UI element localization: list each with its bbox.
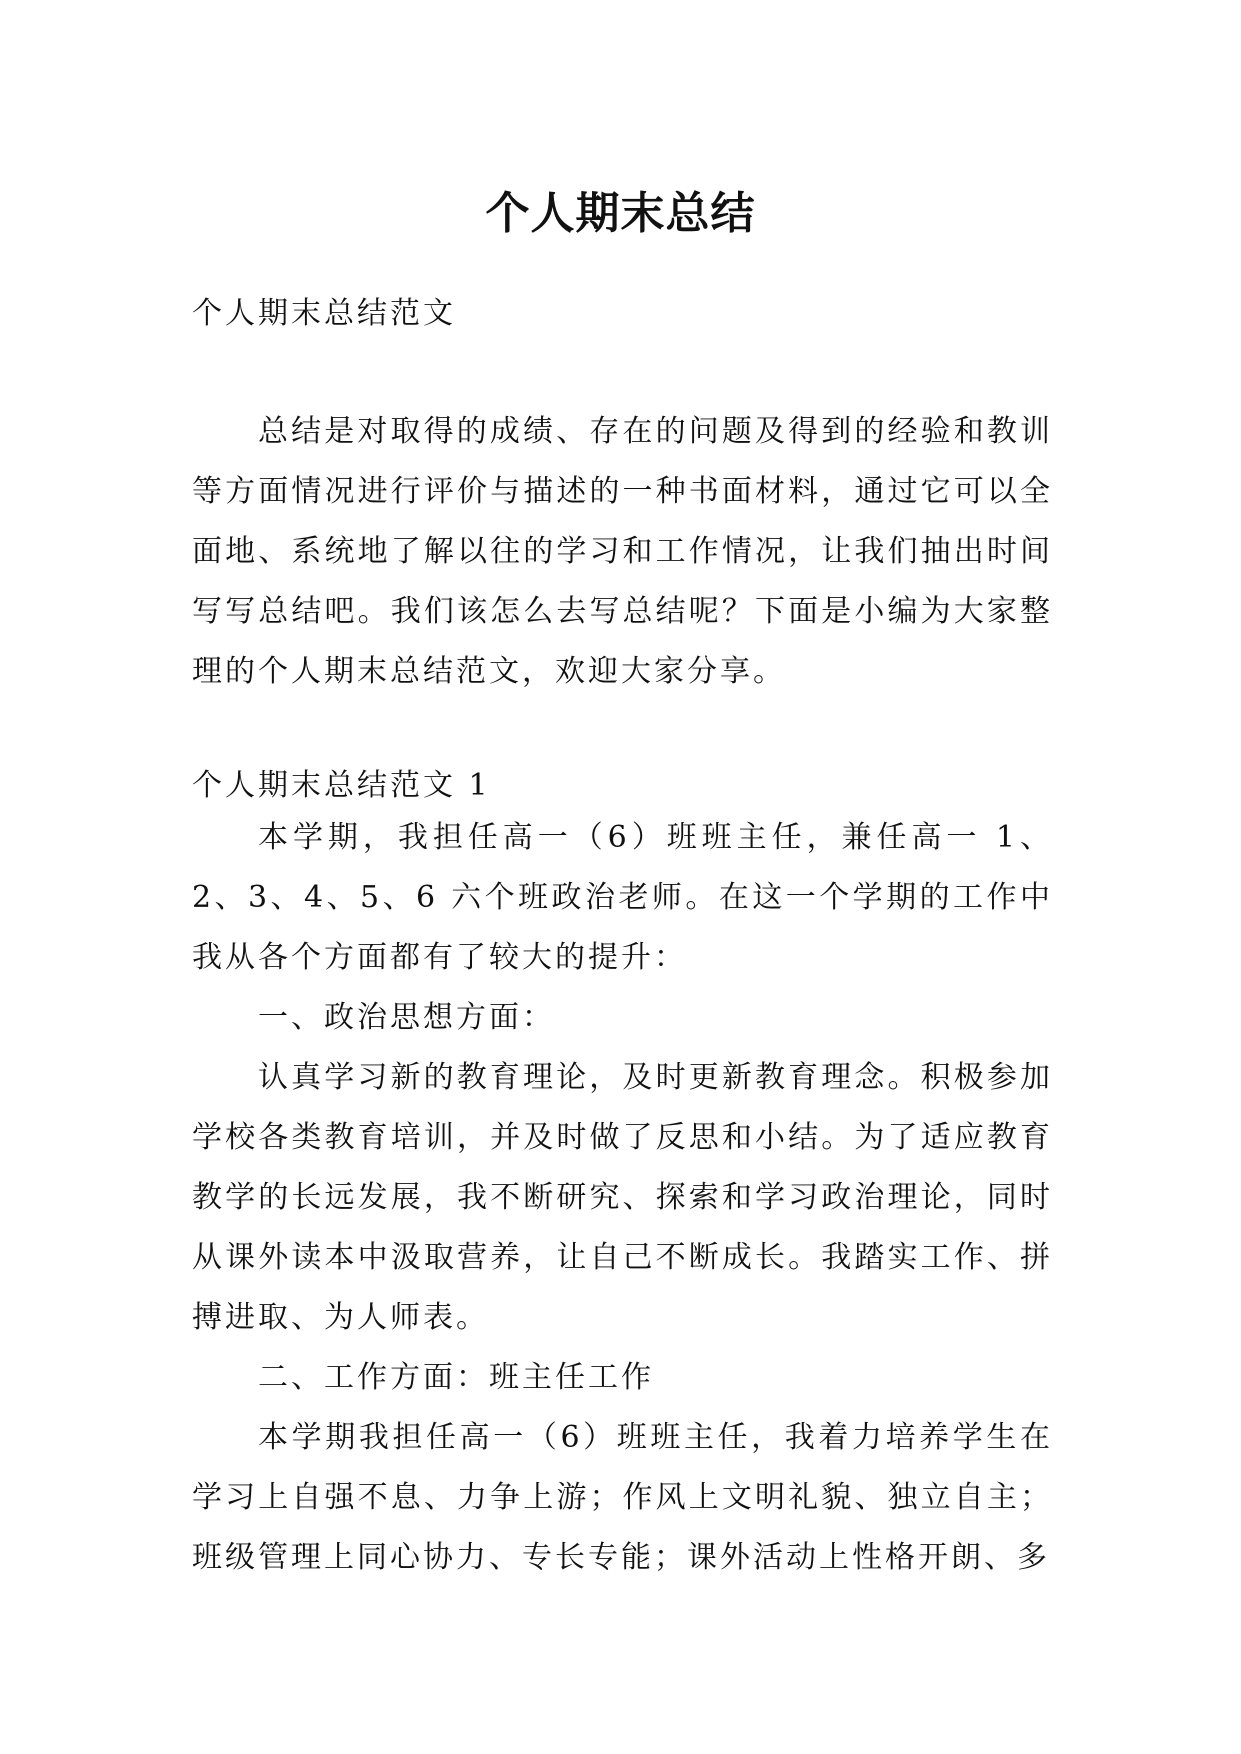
body-paragraph-3: 本学期我担任高一（6）班班主任，我着力培养学生在学习上自强不息、力争上游；作风上文明礼貌、独立自主；班级管理上同心协力、专长专能；课外活动上性格开朗、多: [192, 1420, 1053, 1575]
section-heading: 个人期末总结范文 1: [192, 768, 491, 803]
body-paragraph-2: 认真学习新的教育理论，及时更新教育理念。积极参加学校各类教育培训，并及时做了反思和小结。为了适应教育教学的长远发展，我不断研究、探索和学习政治理论，同时从课外读本中汲取营养，让自己不断成长。我踏实工作、拼搏进取、为人师表。: [192, 1060, 1053, 1335]
body-subheading-political: 一、政治思想方面：: [258, 1000, 555, 1035]
intro-paragraph: 总结是对取得的成绩、存在的问题及得到的经验和教训等方面情况进行评价与描述的一种书面材料，通过它可以全面地、系统地了解以往的学习和工作情况，让我们抽出时间写写总结吧。我们该怎么去写总结呢？下面是小编为大家整理的个人期末总结范文，欢迎大家分享。: [192, 414, 1053, 689]
body-subheading-work: 二、工作方面：班主任工作: [258, 1360, 654, 1395]
intro-section: [192, 402, 1053, 702]
document-subtitle: 个人期末总结范文: [192, 296, 456, 331]
body-section: [192, 808, 1053, 1588]
page-title: 个人期末总结: [485, 188, 756, 240]
body-paragraph-1: 本学期，我担任高一（6）班班主任，兼任高一 1、2、3、4、5、6 六个班政治老师。在这一个学期的工作中我从各个方面都有了较大的提升：: [192, 820, 1053, 975]
